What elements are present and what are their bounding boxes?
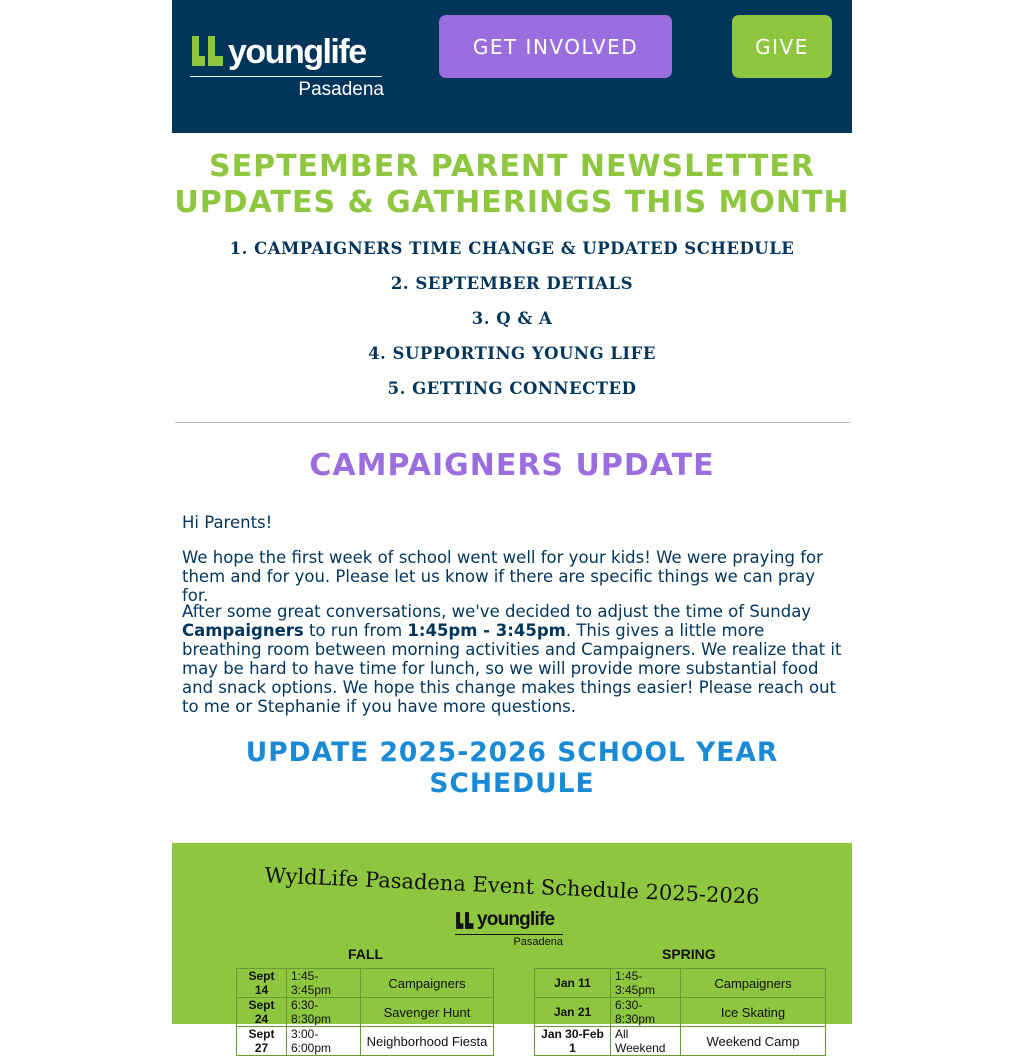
newsletter-page bbox=[172, 0, 852, 1055]
para-text: . This gives a little more breathing room between morning activities and Campaigners. We realize that it may be hard to have time for lunch, so we will provide more substantial food and snack options. We hope this change makes things easier! Please reach out to me or Stephanie if you have more questions. bbox=[182, 621, 842, 716]
table-row bbox=[237, 1027, 494, 1056]
schedule-heading: UPDATE 2025-2026 SCHOOL YEAR SCHEDULE bbox=[245, 737, 779, 799]
flyer-title: WyldLife Pasadena Event Schedule 2025-2026 bbox=[263, 863, 760, 909]
event-name: Weekend Camp bbox=[681, 1027, 826, 1056]
table-row bbox=[535, 998, 826, 1027]
event-time: All Weekend bbox=[611, 1027, 681, 1056]
event-time: 6:30-8:30pm bbox=[611, 998, 681, 1027]
intro-paragraph: We hope the first week of school went well for your kids! We were praying for them and for you. Please let us know if there are specific things we can pray for. bbox=[182, 548, 823, 605]
table-row bbox=[535, 1027, 826, 1056]
para-bold-time: 1:45pm - 3:45pm bbox=[407, 621, 566, 640]
get-involved-button[interactable]: GET INVOLVED bbox=[439, 15, 672, 78]
flyer-logo-rule bbox=[455, 934, 563, 935]
event-time: 6:30-8:30pm bbox=[287, 998, 361, 1027]
event-date: Jan 30-Feb 1 bbox=[535, 1027, 611, 1056]
fall-label: FALL bbox=[348, 946, 383, 962]
event-time: 1:45-3:45pm bbox=[287, 969, 361, 998]
spring-schedule-table bbox=[534, 968, 826, 1056]
table-row bbox=[237, 969, 494, 998]
event-date: Jan 11 bbox=[535, 969, 611, 998]
younglife-logo[interactable] bbox=[190, 32, 386, 102]
para-text: to run from bbox=[303, 621, 408, 640]
campaigners-update-title: CAMPAIGNERS UPDATE bbox=[309, 448, 715, 483]
event-name: Neighborhood Fiesta bbox=[361, 1027, 494, 1056]
fall-schedule-table bbox=[236, 968, 494, 1056]
toc-item-september[interactable]: 2. SEPTEMBER DETIALS bbox=[390, 274, 634, 293]
table-of-contents bbox=[172, 236, 852, 411]
younglife-mark-icon bbox=[190, 34, 224, 68]
table-row bbox=[237, 998, 494, 1027]
flyer-logo bbox=[455, 909, 567, 951]
event-time: 3:00-6:00pm bbox=[287, 1027, 361, 1056]
para-text: After some great conversations, we've decided to adjust the time of Sunday bbox=[182, 602, 812, 621]
event-name: Savenger Hunt bbox=[361, 998, 494, 1027]
event-date: Sept 27 bbox=[237, 1027, 287, 1056]
flyer-logo-subtitle: Pasadena bbox=[513, 936, 563, 948]
event-name: Campaigners bbox=[681, 969, 826, 998]
event-time: 1:45-3:45pm bbox=[611, 969, 681, 998]
event-schedule-flyer bbox=[172, 843, 852, 1055]
logo-rule bbox=[190, 76, 382, 77]
toc-item-qa[interactable]: 3. Q & A bbox=[471, 309, 553, 328]
toc-item-campaigners[interactable]: 1. CAMPAIGNERS TIME CHANGE & UPDATED SCHEDULE bbox=[229, 239, 795, 258]
event-date: Sept 14 bbox=[237, 969, 287, 998]
newsletter-headline: SEPTEMBER PARENT NEWSLETTER bbox=[209, 149, 815, 184]
event-date: Sept 24 bbox=[237, 998, 287, 1027]
younglife-mark-icon bbox=[455, 911, 474, 930]
event-name: Ice Skating bbox=[681, 998, 826, 1027]
event-name: Campaigners bbox=[361, 969, 494, 998]
spring-label: SPRING bbox=[662, 946, 716, 962]
greeting-text: Hi Parents! bbox=[182, 513, 273, 532]
time-change-paragraph bbox=[182, 602, 844, 716]
toc-item-supporting[interactable]: 4. SUPPORTING YOUNG LIFE bbox=[368, 344, 656, 363]
toc-item-connected[interactable]: 5. GETTING CONNECTED bbox=[387, 379, 637, 398]
header-bar bbox=[172, 0, 852, 133]
section-divider bbox=[175, 422, 850, 423]
table-row bbox=[535, 969, 826, 998]
event-date: Jan 21 bbox=[535, 998, 611, 1027]
flyer-logo-wordmark: younglife bbox=[477, 909, 555, 930]
para-bold-campaigners: Campaigners bbox=[182, 621, 304, 640]
logo-wordmark: younglife bbox=[228, 33, 366, 71]
newsletter-subheadline: UPDATES & GATHERINGS THIS MONTH bbox=[174, 185, 850, 220]
give-button[interactable]: GIVE bbox=[732, 15, 832, 78]
logo-subtitle: Pasadena bbox=[298, 79, 384, 100]
